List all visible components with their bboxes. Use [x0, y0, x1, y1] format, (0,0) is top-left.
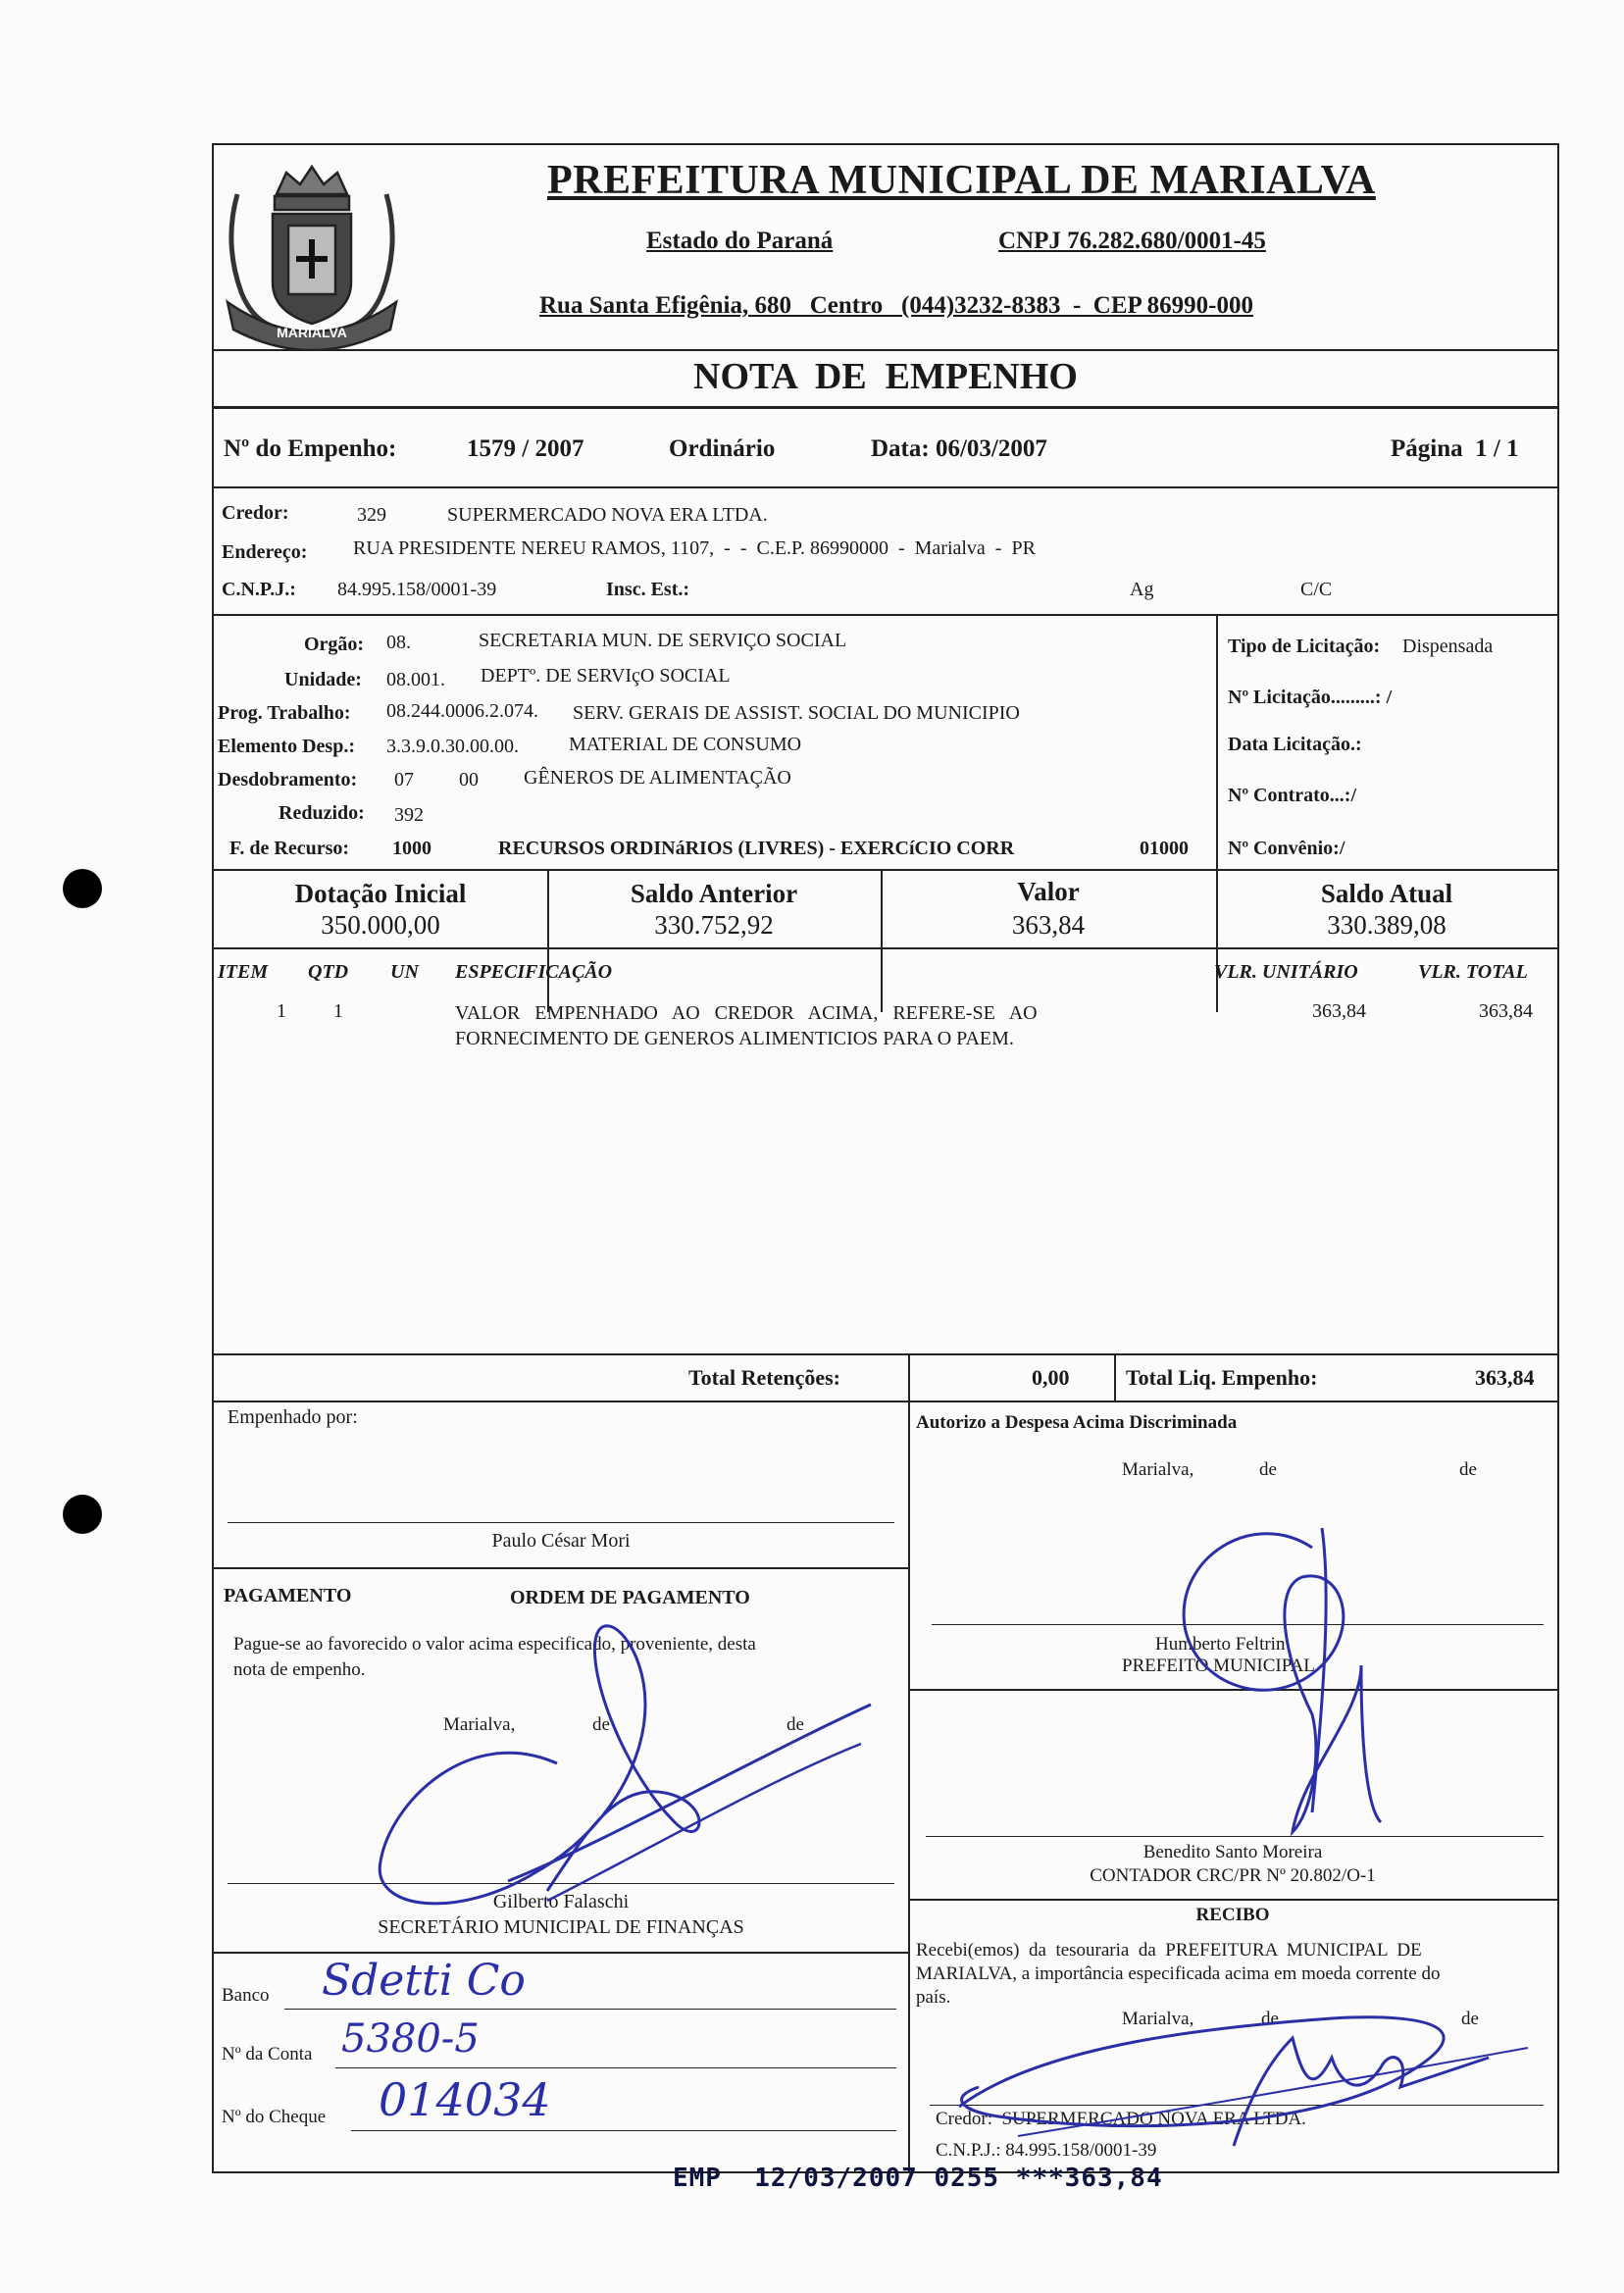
tipo-licitacao: Dispensada: [1402, 636, 1494, 657]
header-state: Estado do Paraná: [646, 228, 834, 254]
recurso-cod: 1000: [392, 838, 431, 859]
pagamento-de-2: de: [787, 1714, 804, 1735]
coat-of-arms-icon: [218, 155, 406, 351]
licitacao-numero: Nº Licitação.........: /: [1228, 687, 1393, 708]
recibo-texto-2: MARIALVA, a importância especificada acima em moeda corrente do: [916, 1963, 1441, 1984]
empenho-tipo: Ordinário: [669, 435, 776, 462]
credor-codigo: 329: [357, 504, 386, 526]
pagamento-texto-1: Pague-se ao favorecido o valor acima especificado, proveniente, desta: [233, 1634, 756, 1655]
header-address: Rua Santa Efigênia, 680 Centro (044)3232-8383 - CEP 86990-000: [539, 292, 1254, 319]
row-total: 363,84: [1479, 1000, 1533, 1022]
col-total: VLR. TOTAL: [1418, 961, 1528, 983]
pagamento-texto-2: nota de empenho.: [233, 1659, 366, 1680]
svg-text:MARIALVA: MARIALVA: [277, 325, 347, 340]
pagamento-local: Marialva,: [443, 1714, 516, 1735]
recibo-credor: Credor: SUPERMERCADO NOVA ERA LTDA.: [936, 2109, 1306, 2129]
recibo-de-1: de: [1261, 2009, 1279, 2029]
reduzido: 392: [394, 804, 424, 826]
reduzido-label: Reduzido:: [279, 802, 365, 824]
autorizo-nome: Humberto Feltrin: [1155, 1634, 1286, 1655]
liquido-label: Total Liq. Empenho:: [1126, 1365, 1318, 1390]
doc-title: NOTA DE EMPENHO: [693, 356, 1078, 397]
recibo-cnpj: C.N.P.J.: 84.995.158/0001-39: [936, 2140, 1157, 2161]
header-cnpj: CNPJ 76.282.680/0001-45: [998, 228, 1266, 254]
liquido: 363,84: [1475, 1365, 1535, 1390]
signature-credor: [939, 1969, 1567, 2166]
saldo-atual-label: Saldo Atual: [1320, 879, 1453, 908]
empenho-numero-label: Nº do Empenho:: [224, 435, 397, 462]
licitacao-convenio: Nº Convênio:/: [1228, 838, 1345, 859]
unidade-label: Unidade:: [284, 669, 362, 690]
punch-hole-top: [63, 869, 102, 908]
punch-hole-bottom: [63, 1495, 102, 1534]
valor-label: Valor: [1017, 877, 1080, 906]
credor-label: Credor:: [222, 502, 289, 524]
autorizo-cargo: PREFEITO MUNICIPAL: [1122, 1656, 1315, 1676]
autorizo-de-2: de: [1459, 1459, 1477, 1480]
empenho-data: Data: 06/03/2007: [871, 435, 1047, 462]
col-unit: VLR. UNITÁRIO: [1214, 961, 1358, 983]
autorizo-local: Marialva,: [1122, 1459, 1194, 1480]
autorizo-label: Autorizo a Despesa Acima Discriminada: [916, 1412, 1238, 1433]
row-item: 1: [277, 1000, 286, 1022]
banco-value: Sdetti Co: [322, 1956, 526, 2006]
empenho-numero: 1579 / 2007: [467, 435, 584, 462]
credor-cnpj: 84.995.158/0001-39: [337, 579, 497, 600]
signature-prefeito: [1165, 1518, 1400, 1852]
elemento-label: Elemento Desp.:: [218, 736, 355, 757]
signature-secretario: [351, 1606, 881, 1920]
credor-endereco: RUA PRESIDENTE NEREU RAMOS, 1107, - - C.E.P. 86990000 - Marialva - PR: [353, 537, 1036, 559]
ag-label: Ag: [1130, 579, 1154, 600]
cheque-value: 014034: [379, 2073, 551, 2126]
cheque-label: Nº do Cheque: [222, 2107, 327, 2127]
header-title: PREFEITURA MUNICIPAL DE MARIALVA: [547, 158, 1376, 203]
credor-nome: SUPERMERCADO NOVA ERA LTDA.: [447, 504, 768, 526]
dotacao-inicial: 350.000,00: [321, 910, 440, 940]
orgao-nome: SECRETARIA MUN. DE SERVIÇO SOCIAL: [479, 630, 847, 651]
pagamento-nome: Gilberto Falaschi: [492, 1891, 630, 1912]
recibo-texto-1: Recebi(emos) da tesouraria da PREFEITURA MUNICIPAL DE: [916, 1940, 1422, 1961]
pagamento-cargo: SECRETÁRIO MUNICIPAL DE FINANÇAS: [378, 1916, 744, 1938]
recurso-sub: 01000: [1140, 838, 1189, 859]
empenho-pagina: Página 1 / 1: [1391, 435, 1519, 462]
valor: 363,84: [1011, 910, 1086, 940]
dotacao-inicial-label: Dotação Inicial: [294, 879, 467, 908]
orgao-label: Orgão:: [304, 634, 365, 655]
col-un: UN: [390, 961, 419, 983]
conta-value: 5380-5: [341, 2016, 480, 2062]
fonte-recurso-label: F. de Recurso:: [229, 838, 350, 859]
contador-nome: Benedito Santo Moreira: [1142, 1842, 1323, 1862]
pagamento-label: PAGAMENTO: [224, 1585, 352, 1606]
conta-label: Nº da Conta: [222, 2044, 313, 2064]
unidade-nome: DEPTº. DE SERVIçO SOCIAL: [481, 665, 731, 687]
recibo-de-2: de: [1461, 2009, 1479, 2029]
ordem-pagamento-label: ORDEM DE PAGAMENTO: [510, 1587, 750, 1608]
credor-cnpj-label: C.N.P.J.:: [222, 579, 296, 600]
retencoes: 0,00: [1032, 1365, 1070, 1390]
desdob-nome: GÊNEROS DE ALIMENTAÇÃO: [524, 767, 791, 789]
endereco-label: Endereço:: [222, 541, 308, 563]
elemento-nome: MATERIAL DE CONSUMO: [569, 734, 802, 755]
row-espec-2: FORNECIMENTO DE GENEROS ALIMENTICIOS PARA O PAEM.: [455, 1028, 1014, 1049]
nota-de-empenho-form: [212, 143, 1559, 2173]
elemento-cod: 3.3.9.0.30.00.00.: [386, 736, 519, 757]
col-item: ITEM: [218, 961, 269, 983]
saldo-anterior-label: Saldo Anterior: [630, 879, 798, 908]
prog-nome: SERV. GERAIS DE ASSIST. SOCIAL DO MUNICIPIO: [573, 702, 1020, 724]
col-espec: ESPECIFICAÇÃO: [455, 961, 613, 983]
insc-est-label: Insc. Est.:: [606, 579, 690, 600]
desdob-b: 00: [459, 769, 479, 790]
contador-cargo: CONTADOR CRC/PR Nº 20.802/O-1: [1090, 1865, 1376, 1886]
row-qtd: 1: [333, 1000, 343, 1022]
retencoes-label: Total Retenções:: [688, 1365, 840, 1390]
recibo-local: Marialva,: [1122, 2009, 1194, 2029]
unidade-cod: 08.001.: [386, 669, 445, 690]
autorizo-de-1: de: [1259, 1459, 1277, 1480]
desdob-a: 07: [394, 769, 414, 790]
payment-stamp: EMP 12/03/2007 0255 ***363,84: [673, 2164, 1163, 2193]
recibo-texto-3: país.: [916, 1987, 951, 2008]
row-espec-1: VALOR EMPENHADO AO CREDOR ACIMA, REFERE-SE AO: [455, 1002, 1038, 1024]
cc-label: C/C: [1300, 579, 1333, 600]
row-unit: 363,84: [1312, 1000, 1366, 1022]
banco-label: Banco: [222, 1985, 270, 2006]
col-qtd: QTD: [308, 961, 349, 983]
desdobramento-label: Desdobramento:: [218, 769, 358, 790]
tipo-licitacao-label: Tipo de Licitação:: [1228, 636, 1381, 657]
licitacao-data: Data Licitação.:: [1228, 734, 1362, 755]
pagamento-de-1: de: [592, 1714, 610, 1735]
recibo-label: RECIBO: [1195, 1905, 1270, 1925]
licitacao-contrato: Nº Contrato...:/: [1228, 785, 1357, 806]
empenhado-nome: Paulo César Mori: [491, 1530, 631, 1552]
prog-trabalho-label: Prog. Trabalho:: [218, 702, 351, 724]
saldo-anterior: 330.752,92: [654, 910, 774, 940]
empenhado-label: Empenhado por:: [228, 1406, 358, 1428]
prog-cod: 08.244.0006.2.074.: [386, 700, 538, 722]
orgao-cod: 08.: [386, 632, 411, 653]
saldo-atual: 330.389,08: [1327, 910, 1446, 940]
recurso-nome: RECURSOS ORDINáRIOS (LIVRES) - EXERCíCIO CORR: [498, 838, 1015, 859]
